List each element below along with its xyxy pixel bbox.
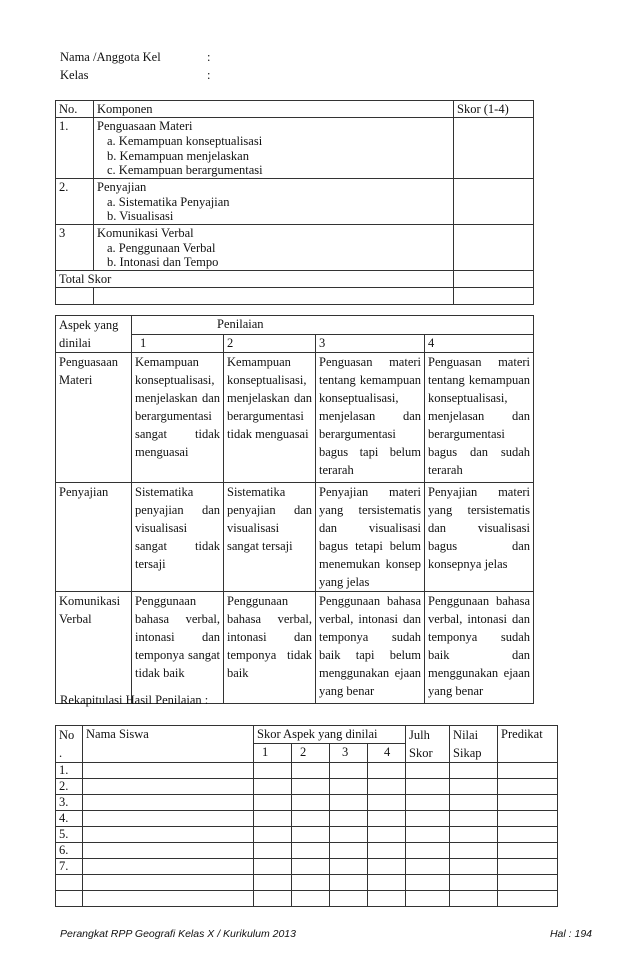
score-row-no: 1. <box>56 118 94 179</box>
component-item: a. Penggunaan Verbal <box>107 240 216 255</box>
recap-aspect-level: 1 <box>254 743 292 762</box>
rubric-penilaian-header: Penilaian <box>132 316 534 335</box>
rubric-aspect: Penyajian <box>56 483 132 592</box>
recap-row <box>56 891 558 907</box>
component-item: b. Intonasi dan Tempo <box>107 255 219 269</box>
rubric-aspect: Komunikasi Verbal <box>56 592 132 704</box>
recap-row <box>56 875 558 891</box>
recap-score-cell[interactable] <box>450 827 498 843</box>
score-table <box>55 100 534 305</box>
recap-score-cell[interactable] <box>330 779 368 795</box>
recap-score-cell[interactable] <box>330 859 368 875</box>
recap-score-cell[interactable] <box>330 811 368 827</box>
component-item: b. Visualisasi <box>107 209 174 223</box>
recap-score-cell[interactable] <box>292 843 330 859</box>
recap-score-cell[interactable] <box>498 763 558 779</box>
recap-score-cell[interactable] <box>498 811 558 827</box>
recap-score-cell[interactable] <box>406 795 450 811</box>
recap-score-cell[interactable] <box>450 891 498 907</box>
recap-score-cell[interactable] <box>254 875 292 891</box>
score-header-component: Komponen <box>94 101 454 118</box>
recap-score-cell[interactable] <box>368 779 406 795</box>
recap-row-number: 7. <box>56 859 83 875</box>
recap-row-number: 5. <box>56 827 83 843</box>
total-score-cell[interactable] <box>454 270 534 287</box>
recap-score-cell[interactable] <box>368 875 406 891</box>
rubric-cell: Penggunaan bahasa verbal, intonasi dan temponya sudah baik dan menggunakan ejaan yang benar <box>425 592 534 704</box>
recap-score-cell[interactable] <box>450 763 498 779</box>
recap-score-cell[interactable] <box>330 843 368 859</box>
recap-score-cell[interactable] <box>254 795 292 811</box>
recap-score-cell[interactable] <box>330 875 368 891</box>
name-colon: : <box>207 50 211 64</box>
recap-row <box>56 859 558 875</box>
rubric-cell: Kemampuan konseptualisasi, menjelaskan dan berargumentasi sangat tidak menguasai <box>132 353 224 483</box>
recap-score-cell[interactable] <box>450 843 498 859</box>
rubric-cell: Sistematika penyajian dan visualisasi sangat tersaji <box>224 483 316 592</box>
recap-score-cell[interactable] <box>368 811 406 827</box>
recap-score-cell[interactable] <box>368 763 406 779</box>
recap-header-name: Nama Siswa <box>83 726 254 763</box>
recap-header-aspect-scores: Skor Aspek yang dinilai <box>254 726 406 744</box>
recap-row <box>56 763 558 779</box>
recap-score-cell[interactable] <box>292 827 330 843</box>
recap-score-cell[interactable] <box>292 779 330 795</box>
rubric-table <box>55 315 534 704</box>
rubric-cell: Penguasan materi tentang kemampuan konseptualisasi, menjelasan dan berargumentasi bagus tapi belum terarah <box>316 353 425 483</box>
recap-score-cell[interactable] <box>406 827 450 843</box>
recap-row <box>56 779 558 795</box>
component-item: a. Kemampuan konseptualisasi <box>107 134 263 148</box>
student-name-cell[interactable] <box>83 779 254 795</box>
rubric-level-header: 1 <box>132 334 224 353</box>
rubric-aspect-header: Aspek yang dinilai <box>56 316 132 353</box>
recap-row <box>56 827 558 843</box>
recap-score-cell[interactable] <box>406 779 450 795</box>
recap-title: Rekapitulasi Hasil Penilaian : <box>60 693 209 707</box>
recap-score-cell[interactable] <box>292 891 330 907</box>
total-score-label: Total Skor <box>56 270 454 287</box>
class-colon: : <box>207 68 211 82</box>
empty-cell <box>94 287 454 304</box>
student-name-cell[interactable] <box>83 891 254 907</box>
recap-score-cell[interactable] <box>292 795 330 811</box>
recap-score-cell[interactable] <box>330 827 368 843</box>
score-row-no: 2. <box>56 178 94 224</box>
recap-score-cell[interactable] <box>330 763 368 779</box>
recap-score-cell[interactable] <box>498 843 558 859</box>
rubric-cell: Kemampuan konseptualisasi, menjelaskan dan berargumentasi tidak menguasai <box>224 353 316 483</box>
recap-score-cell[interactable] <box>368 859 406 875</box>
recap-table <box>55 725 558 907</box>
component-item: c. Kemampuan berargumentasi <box>107 163 263 177</box>
component-item: a. Sistematika Penyajian <box>107 194 230 209</box>
recap-score-cell[interactable] <box>450 875 498 891</box>
rubric-cell: Sistematika penyajian dan visualisasi sangat tidak tersaji <box>132 483 224 592</box>
score-cell[interactable] <box>454 224 534 270</box>
recap-row-number: 6. <box>56 843 83 859</box>
rubric-level-header: 4 <box>425 334 534 353</box>
recap-score-cell[interactable] <box>498 779 558 795</box>
recap-header-total: Julh Skor <box>406 726 450 763</box>
empty-cell <box>454 287 534 304</box>
recap-score-cell[interactable] <box>406 875 450 891</box>
score-header-score: Skor (1-4) <box>454 101 534 118</box>
name-label: Nama /Anggota Kel <box>60 50 161 64</box>
recap-score-cell[interactable] <box>406 859 450 875</box>
recap-score-cell[interactable] <box>450 811 498 827</box>
recap-row-number: 1. <box>56 763 83 779</box>
student-name-cell[interactable] <box>83 875 254 891</box>
recap-score-cell[interactable] <box>292 875 330 891</box>
recap-score-cell[interactable] <box>498 859 558 875</box>
recap-score-cell[interactable] <box>254 811 292 827</box>
rubric-cell: Penguasan materi tentang kemampuan konseptualisasi, menjelasan dan berargumentasi bagus dan sudah terarah <box>425 353 534 483</box>
score-row-component <box>94 118 454 179</box>
recap-score-cell[interactable] <box>498 827 558 843</box>
recap-score-cell[interactable] <box>330 795 368 811</box>
rubric-cell: Penggunaan bahasa verbal, intonasi dan temponya sudah baik tapi belum menggunakan ejaan yang benar <box>316 592 425 704</box>
rubric-cell: Penggunaan bahasa verbal, intonasi dan temponya tidak baik <box>224 592 316 704</box>
student-name-cell[interactable] <box>83 843 254 859</box>
rubric-cell: Penyajian materi yang tersistematis dan visualisasi bagus tetapi belum menemukan konsep yang jelas <box>316 483 425 592</box>
rubric-level-header: 3 <box>316 334 425 353</box>
recap-score-cell[interactable] <box>254 843 292 859</box>
recap-score-cell[interactable] <box>450 859 498 875</box>
footer-document-title: Perangkat RPP Geografi Kelas X / Kurikulum 2013 <box>60 928 296 940</box>
recap-row <box>56 843 558 859</box>
recap-score-cell[interactable] <box>254 859 292 875</box>
recap-header-attitude: Nilai Sikap <box>450 726 498 763</box>
recap-row <box>56 811 558 827</box>
recap-header-no: No . <box>56 726 83 763</box>
empty-cell <box>56 287 94 304</box>
recap-score-cell[interactable] <box>292 763 330 779</box>
component-title: Komunikasi Verbal <box>97 225 194 240</box>
score-row-component <box>94 224 454 270</box>
recap-row-number: 2. <box>56 779 83 795</box>
recap-row-number: 4. <box>56 811 83 827</box>
recap-score-cell[interactable] <box>498 891 558 907</box>
student-name-cell[interactable] <box>83 763 254 779</box>
recap-score-cell[interactable] <box>292 859 330 875</box>
recap-row <box>56 795 558 811</box>
recap-score-cell[interactable] <box>292 811 330 827</box>
recap-score-cell[interactable] <box>406 843 450 859</box>
student-name-cell[interactable] <box>83 827 254 843</box>
score-cell[interactable] <box>454 178 534 224</box>
recap-score-cell[interactable] <box>406 811 450 827</box>
rubric-level-header: 2 <box>224 334 316 353</box>
student-name-cell[interactable] <box>83 859 254 875</box>
component-item: b. Kemampuan menjelaskan <box>107 148 249 163</box>
recap-score-cell[interactable] <box>254 779 292 795</box>
recap-aspect-level: 3 <box>330 743 368 762</box>
recap-score-cell[interactable] <box>254 891 292 907</box>
recap-score-cell[interactable] <box>450 795 498 811</box>
score-header-no: No. <box>56 101 94 118</box>
score-cell[interactable] <box>454 118 534 179</box>
recap-score-cell[interactable] <box>254 763 292 779</box>
score-row-component <box>94 178 454 224</box>
recap-score-cell[interactable] <box>368 843 406 859</box>
component-items <box>97 195 450 224</box>
recap-score-cell[interactable] <box>254 827 292 843</box>
component-items <box>97 241 450 270</box>
footer-page-number: Hal : 194 <box>549 928 592 940</box>
rubric-aspect: Penguasaan Materi <box>56 353 132 483</box>
recap-score-cell[interactable] <box>368 827 406 843</box>
recap-row-number <box>56 875 83 891</box>
recap-score-cell[interactable] <box>498 795 558 811</box>
rubric-cell: Penggunaan bahasa verbal, intonasi dan temponya sangat tidak baik <box>132 592 224 704</box>
component-items <box>97 134 450 178</box>
recap-score-cell[interactable] <box>330 891 368 907</box>
component-title: Penguasaan Materi <box>97 119 193 133</box>
recap-header-predicate: Predikat <box>498 726 558 763</box>
recap-aspect-level: 4 <box>368 743 406 762</box>
rubric-cell: Penyajian materi yang tersistematis dan visualisasi bagus dan konsepnya jelas <box>425 483 534 592</box>
recap-score-cell[interactable] <box>498 875 558 891</box>
recap-score-cell[interactable] <box>368 795 406 811</box>
recap-row-number <box>56 891 83 907</box>
student-name-cell[interactable] <box>83 795 254 811</box>
score-row-no: 3 <box>56 224 94 270</box>
recap-score-cell[interactable] <box>406 891 450 907</box>
class-label: Kelas <box>60 68 89 82</box>
recap-row-number: 3. <box>56 795 83 811</box>
recap-score-cell[interactable] <box>368 891 406 907</box>
student-name-cell[interactable] <box>83 811 254 827</box>
recap-score-cell[interactable] <box>406 763 450 779</box>
component-title: Penyajian <box>97 179 147 194</box>
recap-score-cell[interactable] <box>450 779 498 795</box>
recap-aspect-level: 2 <box>292 743 330 762</box>
